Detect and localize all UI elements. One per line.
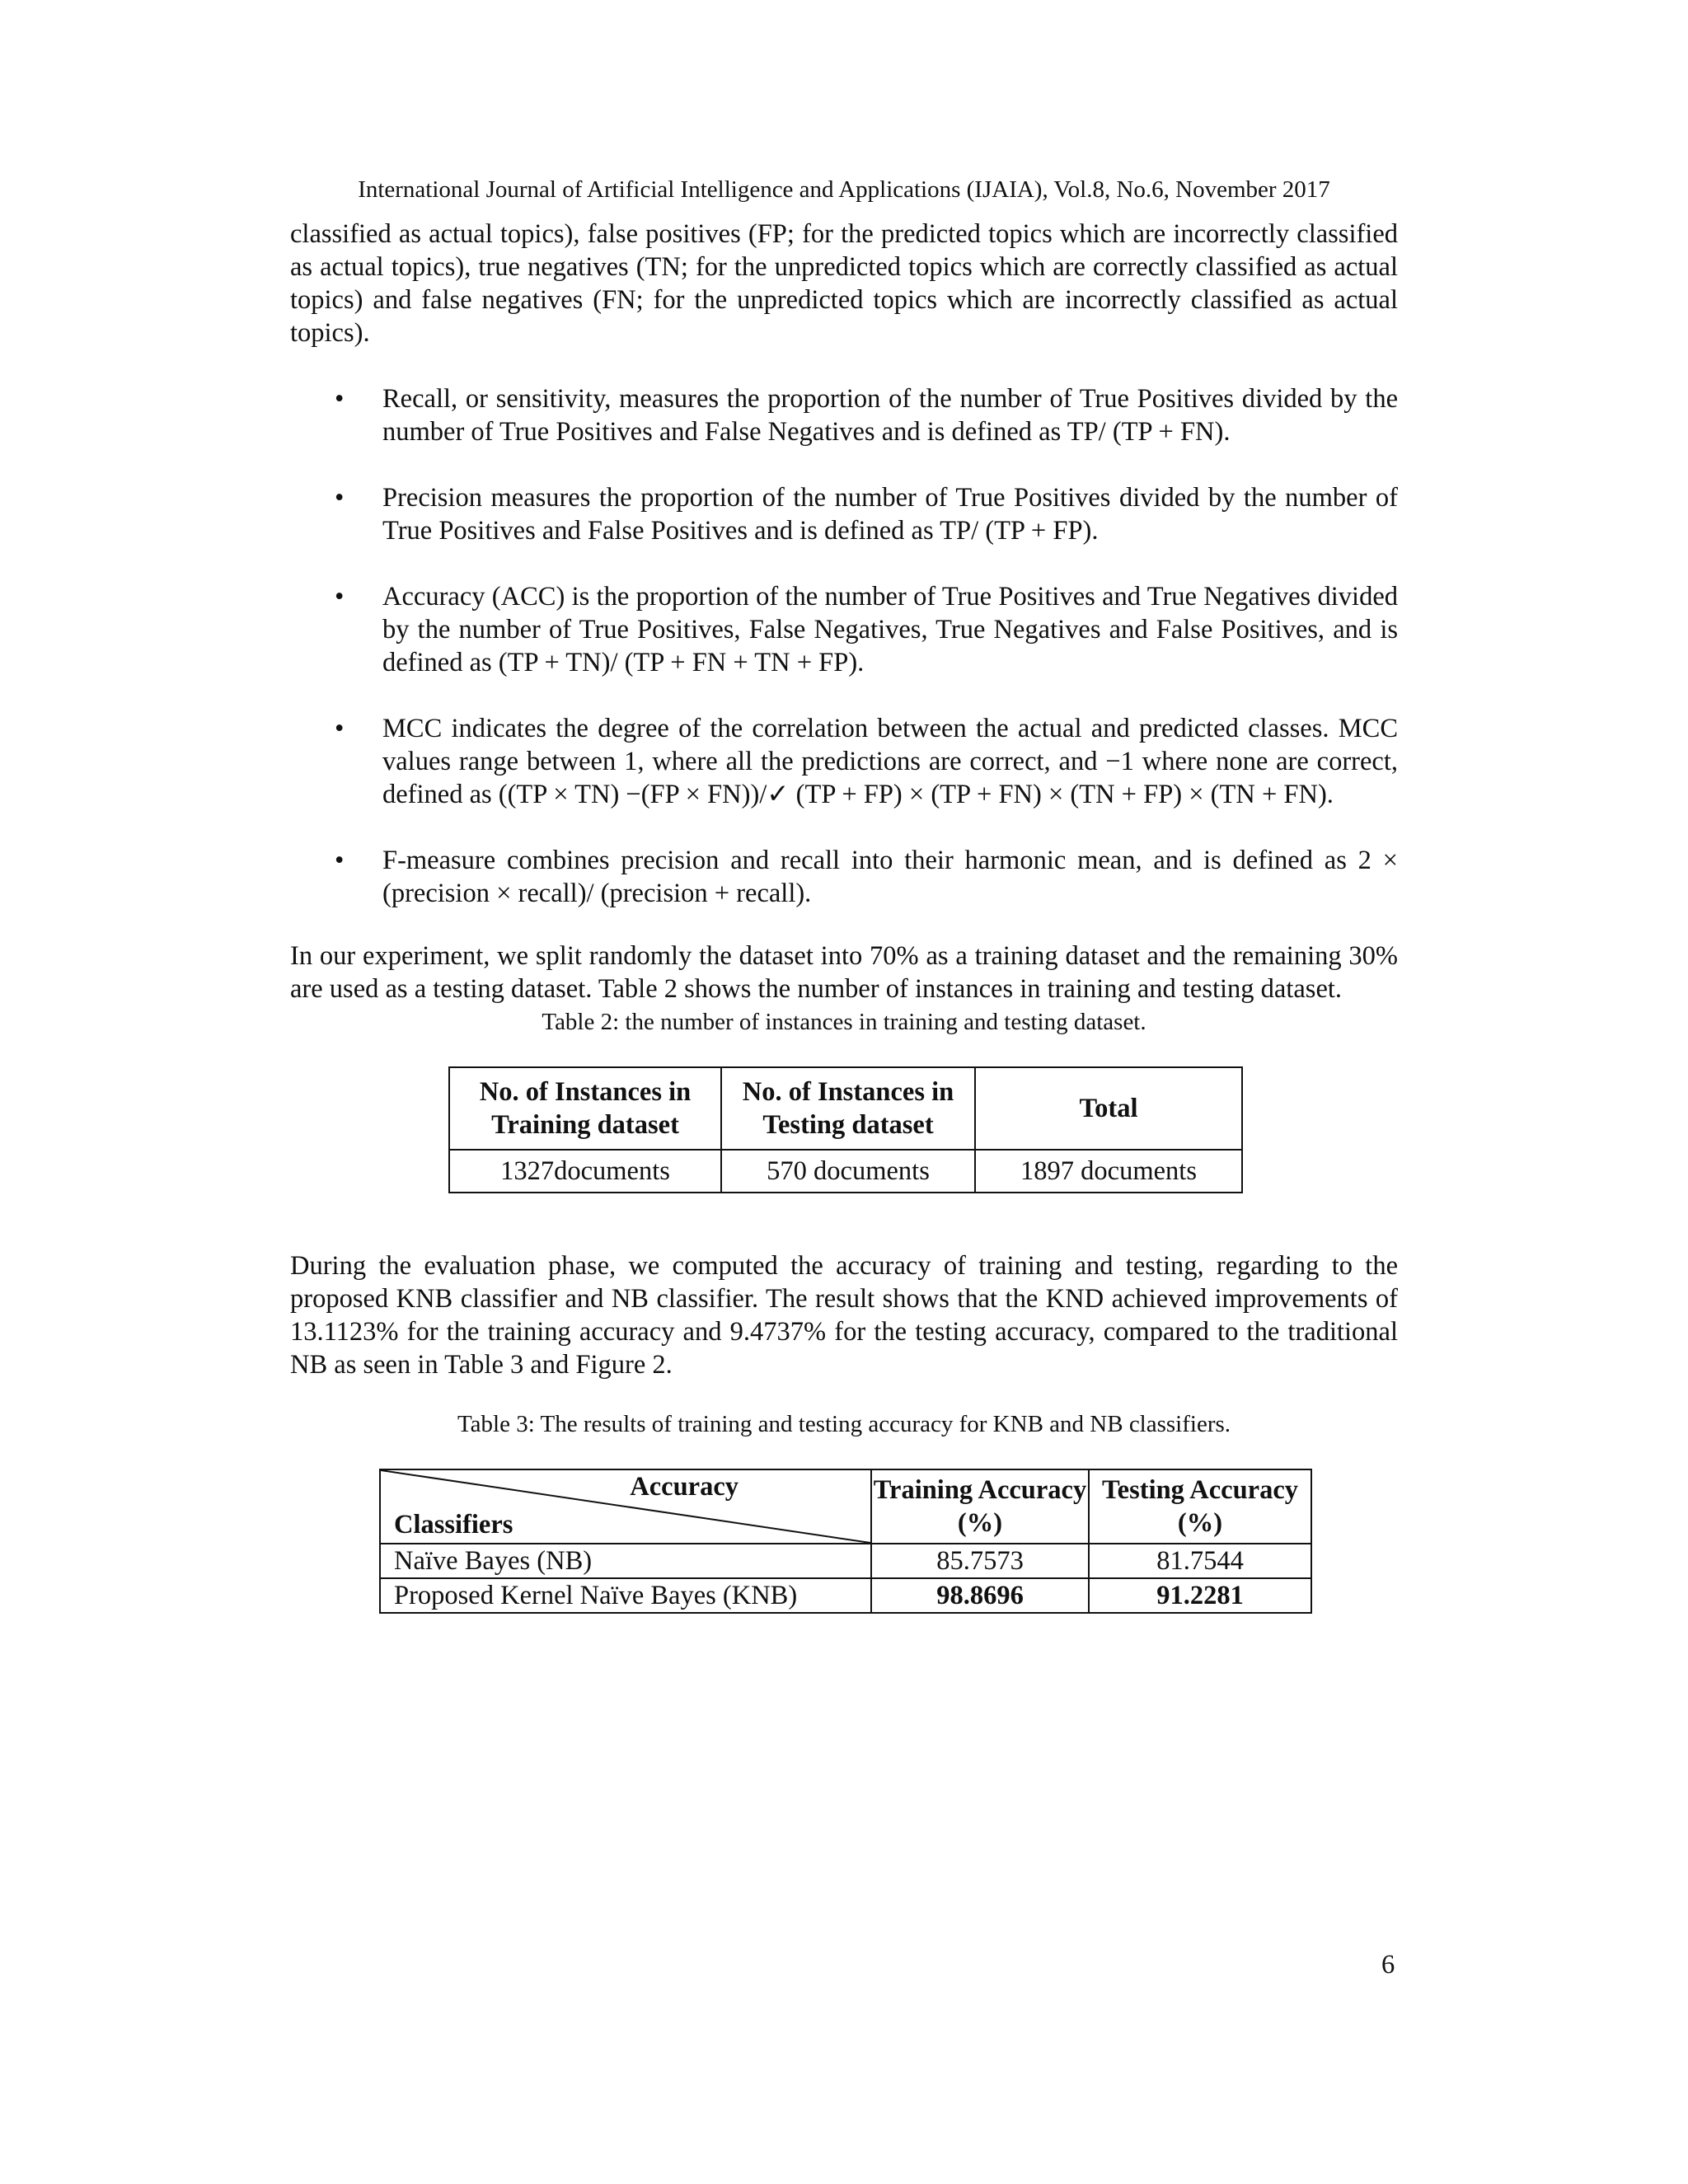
- page-number: 6: [1381, 1950, 1395, 1980]
- list-item-text: Accuracy (ACC) is the proportion of the number of True Positives and True Negatives divided by the number of True Positives, False Negatives, True Negatives and False Positives, and is defined as (TP + TN)/ (TP + FN + TN + FP).: [382, 582, 1398, 677]
- table-header-row: [449, 1067, 1242, 1150]
- table-cell-classifier: Naïve Bayes (NB): [380, 1544, 871, 1578]
- table-row: [380, 1544, 1311, 1578]
- page-body: [290, 218, 1398, 1614]
- table-header-cell: No. of Instances in Testing dataset: [721, 1067, 975, 1150]
- table-cell: 85.7573: [871, 1544, 1089, 1578]
- list-item-text: MCC indicates the degree of the correlation between the actual and predicted classes. MCC values range between 1, where all the predictions are correct, and −1 where none are correct, defined as ((TP × TN) −(FP × FN))/✓ (TP + FP) × (TP + FN) × (TN + FP) × (TN + FN).: [382, 714, 1398, 809]
- table-cell: 1327documents: [449, 1150, 721, 1193]
- table-cell: 570 documents: [721, 1150, 975, 1193]
- list-item-text: Precision measures the proportion of the number of True Positives divided by the number of True Positives and False Positives and is defined as TP/ (TP + FP).: [382, 483, 1398, 546]
- list-item-text: Recall, or sensitivity, measures the proportion of the number of True Positives divided by the number of True Positives and False Negatives and is defined as TP/ (TP + FN).: [382, 384, 1398, 447]
- bullet-icon: •: [335, 384, 345, 414]
- corner-label-classifiers: Classifiers: [394, 1510, 513, 1540]
- list-item-recall: [290, 382, 1398, 448]
- intro-paragraph: classified as actual topics), false positives (FP; for the predicted topics which are incorrectly classified as actual topics), true negatives (TN; for the unpredicted topics which are correctly classified as actual topics) and false negatives (FN; for the unpredicted topics which are incorrectly classified as actual topics).: [290, 219, 1398, 348]
- table-cell: 1897 documents: [975, 1150, 1242, 1193]
- table2: [448, 1066, 1243, 1193]
- list-item-text: F-measure combines precision and recall into their harmonic mean, and is defined as 2 × (precision × recall)/ (precision + recall).: [382, 846, 1398, 908]
- table-header-cell: Total: [975, 1067, 1242, 1150]
- table-header-cell: Training Accuracy (%): [871, 1469, 1089, 1544]
- diagonal-header-cell: [380, 1469, 871, 1544]
- bullet-icon: •: [335, 483, 345, 513]
- corner-label-accuracy: Accuracy: [630, 1472, 738, 1502]
- bullet-icon: •: [335, 582, 345, 612]
- metrics-list: [290, 382, 1398, 910]
- table3-caption: Table 3: The results of training and testing accuracy for KNB and NB classifiers.: [457, 1411, 1231, 1437]
- bullet-icon: •: [335, 846, 345, 875]
- table-cell-classifier: Proposed Kernel Naïve Bayes (KNB): [380, 1578, 871, 1613]
- table-header-cell: No. of Instances in Training dataset: [449, 1067, 721, 1150]
- table-row: [380, 1578, 1311, 1613]
- table-header-row: [380, 1469, 1311, 1544]
- list-item-f-measure: [290, 844, 1398, 910]
- bullet-icon: •: [335, 714, 345, 743]
- table-row: [449, 1150, 1242, 1193]
- experiment-paragraph: In our experiment, we split randomly the dataset into 70% as a training dataset and the remaining 30% are used as a testing dataset. Table 2 shows the number of instances in training and testing dataset.: [290, 941, 1398, 1004]
- evaluation-paragraph: During the evaluation phase, we computed the accuracy of training and testing, regarding to the proposed KNB classifier and NB classifier. The result shows that the KND achieved improvements of 13.1123% for the training accuracy and 9.4737% for the testing accuracy, compared to the traditional NB as seen in Table 3 and Figure 2.: [290, 1251, 1398, 1380]
- table-header-cell: Testing Accuracy (%): [1089, 1469, 1311, 1544]
- table2-caption: Table 2: the number of instances in training and testing dataset.: [542, 1009, 1146, 1035]
- list-item-accuracy: [290, 580, 1398, 679]
- list-item-mcc: [290, 712, 1398, 811]
- table3: [379, 1469, 1312, 1614]
- running-header: International Journal of Artificial Intelligence and Applications (IJAIA), Vol.8, No.6, November 2017: [358, 176, 1330, 203]
- list-item-precision: [290, 481, 1398, 547]
- table-cell: 98.8696: [871, 1578, 1089, 1613]
- table-cell: 91.2281: [1089, 1578, 1311, 1613]
- table-cell: 81.7544: [1089, 1544, 1311, 1578]
